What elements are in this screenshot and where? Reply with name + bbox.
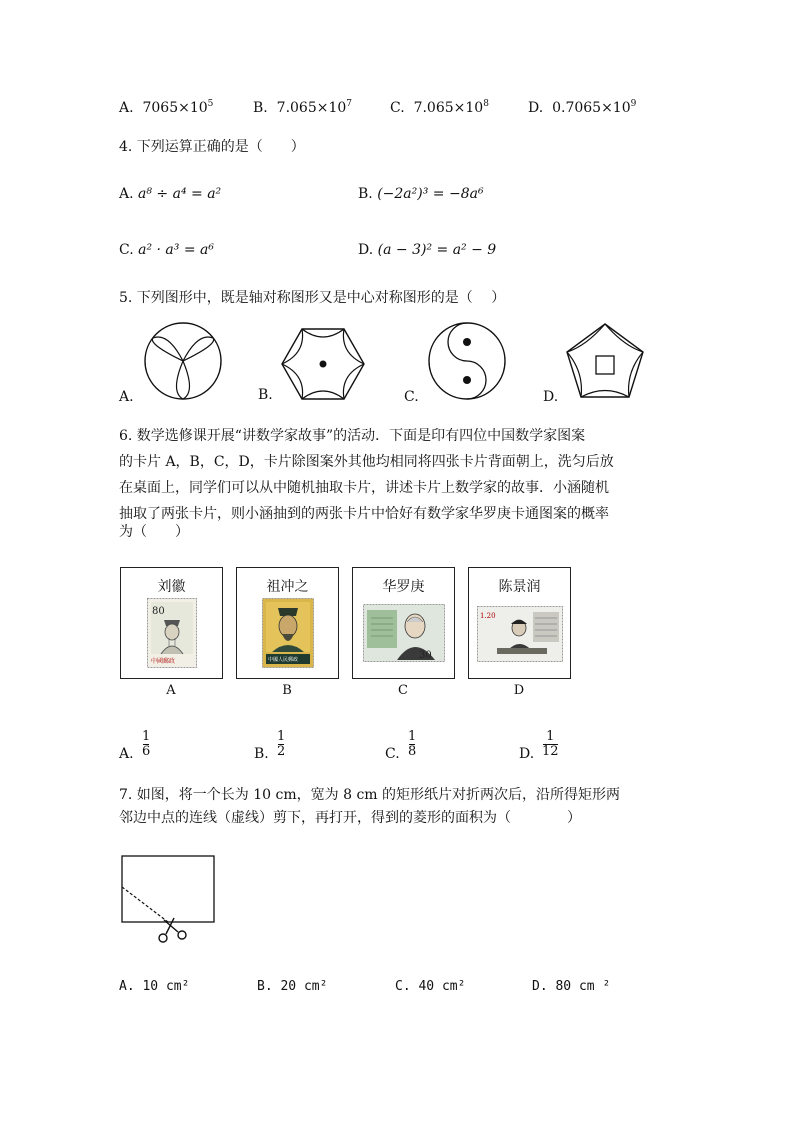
card-d <box>468 567 571 679</box>
q6-option-b-label: B. <box>254 746 269 762</box>
q7-rectangle-figure <box>118 852 218 948</box>
q6-option-d-fraction: 1 12 <box>542 729 559 759</box>
q6-option-a-fraction: 1 6 <box>142 729 151 759</box>
q6-option-c-fraction: 1 8 <box>408 729 417 759</box>
stamp-zu-chongzhi <box>262 598 314 668</box>
q6-line-4: 抽取了两张卡片，则小涵抽到的两张卡片中恰好有数学家华罗庚卡通图案的概率 <box>119 506 609 522</box>
q5-figure-a <box>140 322 230 402</box>
q6-option-a-label: A. <box>119 746 134 762</box>
stamp-chen-jingrun <box>477 606 563 662</box>
card-c-letter: C <box>398 683 408 698</box>
stamp-hua-luogeng <box>363 604 445 662</box>
card-a-letter: A <box>166 683 176 698</box>
card-d-name: 陈景润 <box>498 579 541 595</box>
q6-option-b-fraction: 1 2 <box>277 729 286 759</box>
q4-stem: 4. 下列运算正确的是（ ） <box>119 139 305 155</box>
card-b <box>236 567 339 679</box>
q4-option-d: D. (a − 3)² = a² − 9 <box>358 242 497 258</box>
card-b-name: 祖冲之 <box>266 579 309 595</box>
q7-option-c: C. 40 cm² <box>395 979 466 994</box>
q4-option-b: B. (−2a²)³ = −8a⁶ <box>358 186 484 202</box>
q3-option-b: B. $7.065\times 10^7$ <box>253 99 353 116</box>
stamp-liu-hui <box>147 598 197 668</box>
q6-option-d-label: D. <box>519 746 535 762</box>
q7-line-2: 邻边中点的连线（虚线）剪下，再打开，得到的菱形的面积为（ ） <box>119 810 581 826</box>
q5-figure-d <box>564 322 646 400</box>
q6-option-c-label: C. <box>385 746 400 762</box>
q5-label-b: B. <box>258 387 273 403</box>
q7-option-a: A. 10 cm² <box>119 979 190 994</box>
q6-line-2: 的卡片 A，B，C，D，卡片除图案外其他均相同将四张卡片背面朝上，洗匀后放 <box>119 454 614 470</box>
q3-option-c: C. $7.065\times 10^8$ <box>390 99 489 116</box>
q4-option-c: C. a² · a³ = a⁶ <box>119 242 214 258</box>
q5-label-d: D. <box>543 389 559 405</box>
card-c <box>352 567 455 679</box>
q6-line-3: 在桌面上，同学们可以从中随机抽取卡片，讲述卡片上数学家的故事．小涵随机 <box>119 480 609 496</box>
svg-text:1.20: 1.20 <box>480 612 496 620</box>
q4-option-a: A. a⁸ ÷ a⁴ = a² <box>119 186 222 202</box>
q7-option-d: D. 80 cm ² <box>532 979 611 994</box>
card-c-name: 华罗庚 <box>382 579 425 595</box>
q3-option-a: A. $7065\times 10^5$ <box>119 99 214 116</box>
q7-line-1: 7. 如图，将一个长为 10 cm，宽为 8 cm 的矩形纸片对折两次后，沿所得矩形两 <box>119 787 621 803</box>
svg-text:中國人民郵政: 中國人民郵政 <box>268 657 299 663</box>
q5-figure-c <box>426 320 508 402</box>
q6-line-5: 为（ ） <box>119 524 189 540</box>
q5-label-c: C. <box>404 389 419 405</box>
q6-line-1: 6. 数学选修课开展“讲数学家故事”的活动．下面是印有四位中国数学家图案 <box>119 428 586 444</box>
svg-text:中國郵政: 中國郵政 <box>151 658 176 665</box>
card-a <box>120 567 223 679</box>
q5-stem: 5. 下列图形中，既是轴对称图形又是中心对称图形的是（ ） <box>119 290 506 306</box>
q3-option-d: D. $0.7065\times 10^9$ <box>528 99 637 116</box>
q7-option-b: B. 20 cm² <box>257 979 328 994</box>
svg-text:30: 30 <box>419 650 432 661</box>
card-a-name: 刘徽 <box>157 579 186 595</box>
card-d-letter: D <box>513 683 525 698</box>
card-b-letter: B <box>282 683 292 698</box>
svg-text:80: 80 <box>152 606 165 617</box>
q5-label-a: A. <box>119 389 134 405</box>
q5-figure-b <box>280 327 366 403</box>
